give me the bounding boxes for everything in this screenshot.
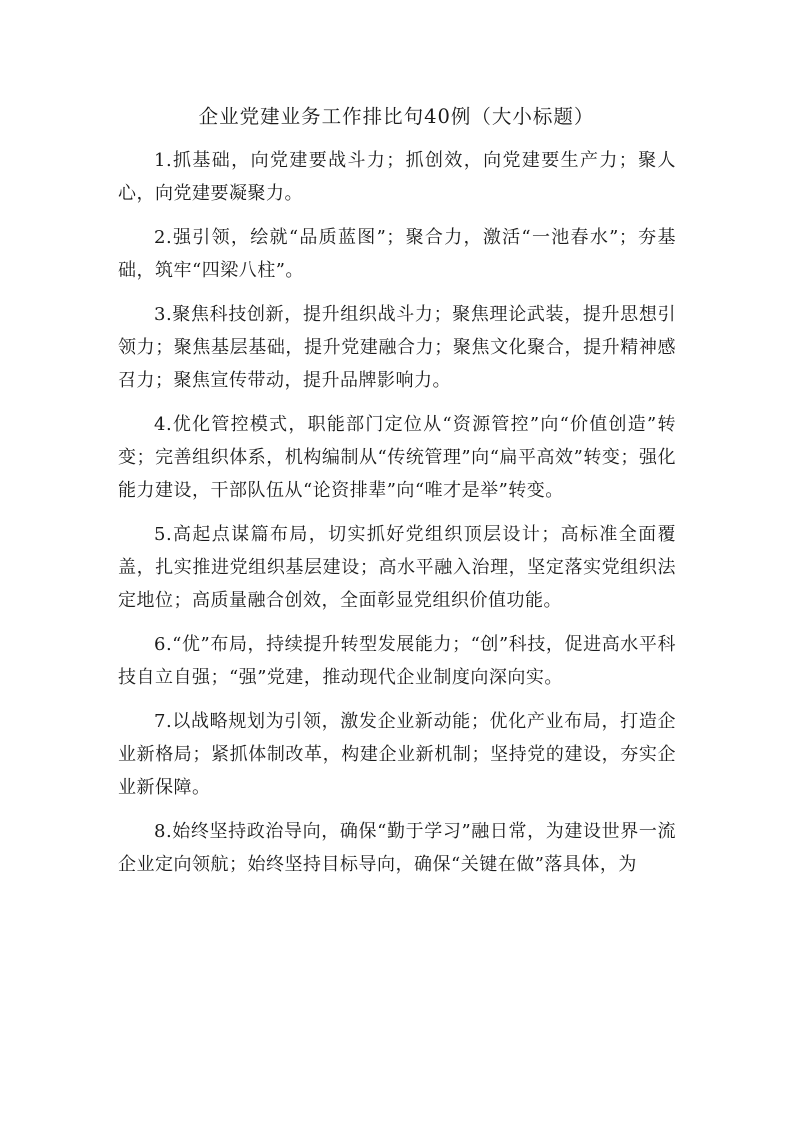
document-title: 企业党建业务工作排比句40例（大小标题）	[198, 105, 595, 128]
paragraph-4: 4.优化管控模式，职能部门定位从“资源管控”向“价值创造”转变；完善组织体系，机构编制从“传统管理”向“扁平高效”转变；强化能力建设，干部队伍从“论资排辈”向“唯才是举”转变。	[118, 414, 676, 501]
paragraph-3: 3.聚焦科技创新，提升组织战斗力；聚焦理论武装，提升思想引领力；聚焦基层基础，提升党建融合力；聚焦文化聚合，提升精神感召力；聚焦宣传带动，提升品牌影响力。	[118, 304, 676, 391]
paragraph-5: 5.高起点谋篇布局，切实抓好党组织顶层设计；高标准全面覆盖，扎实推进党组织基层建设；高水平融入治理，坚定落实党组织法定地位；高质量融合创效，全面彰显党组织价值功能。	[118, 524, 676, 611]
paragraph-7: 7.以战略规划为引领，激发企业新动能；优化产业布局，打造企业新格局；紧抓体制改革，构建企业新机制；坚持党的建设，夯实企业新保障。	[118, 711, 676, 798]
paragraph-1: 1.抓基础，向党建要战斗力；抓创效，向党建要生产力；聚人心，向党建要凝聚力。	[118, 150, 676, 204]
paragraph-2: 2.强引领，绘就“品质蓝图”；聚合力，激活“一池春水”；夯基础，筑牢“四梁八柱”。	[118, 227, 676, 281]
document-body	[118, 144, 676, 892]
paragraph-8: 8.始终坚持政治导向，确保“勤于学习”融日常，为建设世界一流企业定向领航；始终坚持目标导向，确保“关键在做”落具体，为	[118, 821, 676, 875]
paragraph-6: 6.“优”布局，持续提升转型发展能力；“创”科技，促进高水平科技自立自强；“强”党建，推动现代企业制度向深向实。	[118, 634, 676, 688]
